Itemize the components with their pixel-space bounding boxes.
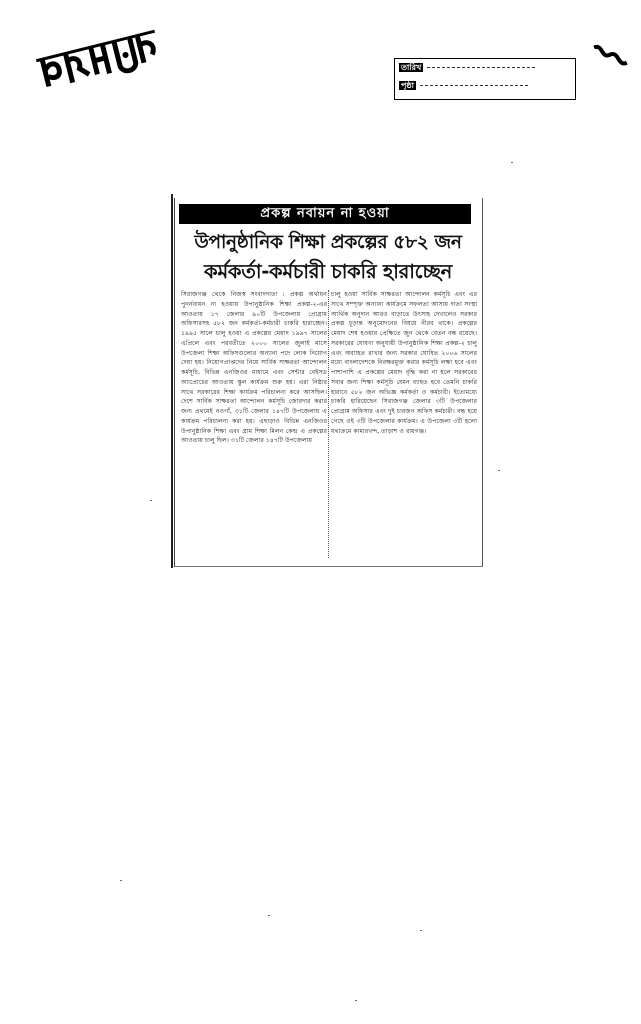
column-divider <box>328 290 329 558</box>
slip-date-label: তারিখ <box>401 63 422 72</box>
scan-speck <box>355 1000 357 1001</box>
article-headline-line2: কর্মকর্তা-কর্মচারী চাকরি হারাচ্ছেন <box>204 260 452 283</box>
scan-speck <box>150 500 152 501</box>
stamp-mark-icon <box>588 38 633 74</box>
clipping-slip <box>394 58 576 100</box>
scan-speck <box>511 162 513 163</box>
scan-speck <box>498 470 500 471</box>
scan-speck <box>268 915 270 916</box>
article-column-right: চালু হওয়া সার্বিক সাক্ষরতা আন্দোলন কর্মসূচি এবং এর সাথে সম্পৃক্ত অন্যান্য কার্যক্রমে সফলতা আসায় দাতা সংস্থা আর্থিক অনুদান আরও বাড়াতে উৎসাহ দেখালেও সরকার প্রকল্প চূড়ান্ত অনুমোদনের বিষয়ে নীরব থাকে। প্রকল্পের মেয়াদ শেষ হওয়ার প্রেক্ষিতে জুন থেকে বেতন বন্ধ রয়েছে। সরকারের ঘোষণা অনুযায়ী উপানুষ্ঠানিক শিক্ষা প্রকল্প-২ চালু এবং অব্যাহত রাখার জন্য সরকার ঘোষিত ২০০৬ সালের মধ্যে বাংলাদেশকে নিরক্ষরমুক্ত করার কর্মসূচি লক্ষ্য হবে এবং পাশাপাশি এ প্রকল্পের মেয়াদ বৃদ্ধি করা না হলে সরকারের সবার জন্য শিক্ষা কর্মসূচি যেমন ব্যাহত হবে তেমনি চাকরি হারাবে ৫৮২ জন অভিজ্ঞ কর্মকর্তা ও কর্মচারী। ইতোমধ্যে চাকরি হারিয়েছেন সিরাজগঞ্জ জেলার ৩টি উপজেলার প্রোগ্রাম অফিসার এবং দুই চারজন অফিস কর্মচারী। বন্ধ হয়ে গেছে ওই ৩টি উপজেলার কার্যক্রম। এ উপজেলা ৩টি হলো যথাক্রমে কামারখন্দ, তাড়াশ ও রায়গঞ্জ। <box>331 291 477 435</box>
article-column-left: সিরাজগঞ্জ থেকে নিজস্ব সংবাদদাতা : প্রকল্প অর্থায়ন পুনর্নবায়ন না হওয়ায় উপানুষ্ঠানিক শিক্ষা প্রকল্প-২-এর আওতায় ১৭ জেলার ৯০টি উপজেলায় প্রোগ্রাম অফিসারসহ ৫৮২ জন কর্মকর্তা-কর্মচারী চাকরি হারাচ্ছেন। ১৯৯৫ সালে চালু হওয়া এ প্রকল্পের মেয়াদ ১৯৯৭ সালের এপ্রিলে এবং পরবর্তীতে ২০০০ সালের জুলাই মাসে উপজেলা শিক্ষা অফিসগুলোর অন্যান্য পদে লোক নিয়োগ দেয়া হয়। নিয়োগপ্রাপ্তদের নিয়ে সার্বিক সাক্ষরতা আন্দোলন কর্মসূচি, বিভিন্ন এনজিওর মাধ্যমে এবং সেন্টার বেইসড অ্যাপ্রোচের আওতায় স্কুল কার্যক্রম শুরু হয়। এরা নিষ্ঠার সাথে সরকারের শিক্ষা কার্যক্রম পরিচালনা করে আসছিল। দেশে সার্বিক সাক্ষরতা আন্দোলন কর্মসূচি জোরদার করার জন্য প্রথমেই নওগাঁ, ৩১টি জেলার ১৪৭টি উপজেলায় এ কার্যক্রম পরিচালনা করা হয়। এছাড়াও বিভিন্ন এনজিওর উপানুষ্ঠানিক শিক্ষা এবং গ্রাম শিক্ষা মিলন কেন্দ্র এ প্রকল্পের আওতায় চালু ছিল। ৩১টি জেলার ১৪৭টি উপজেলায় <box>181 291 327 445</box>
article-kicker: প্রকল্প নবায়ন না হওয়া <box>179 204 471 224</box>
slip-date-row <box>399 62 571 78</box>
slip-page-label: পৃষ্ঠা <box>401 81 414 90</box>
news-clipping <box>174 198 483 567</box>
scan-speck <box>120 880 122 881</box>
slip-page-row <box>399 80 571 96</box>
scan-speck <box>420 930 422 931</box>
newspaper-name-stamp <box>30 21 168 99</box>
newspaper-logo-icon <box>30 21 168 99</box>
article-headline-line1: উপানুষ্ঠানিক শিক্ষা প্রকল্পের ৫৮২ জন <box>194 232 462 253</box>
slip-date-line <box>427 67 535 68</box>
slip-page-line <box>420 85 528 86</box>
